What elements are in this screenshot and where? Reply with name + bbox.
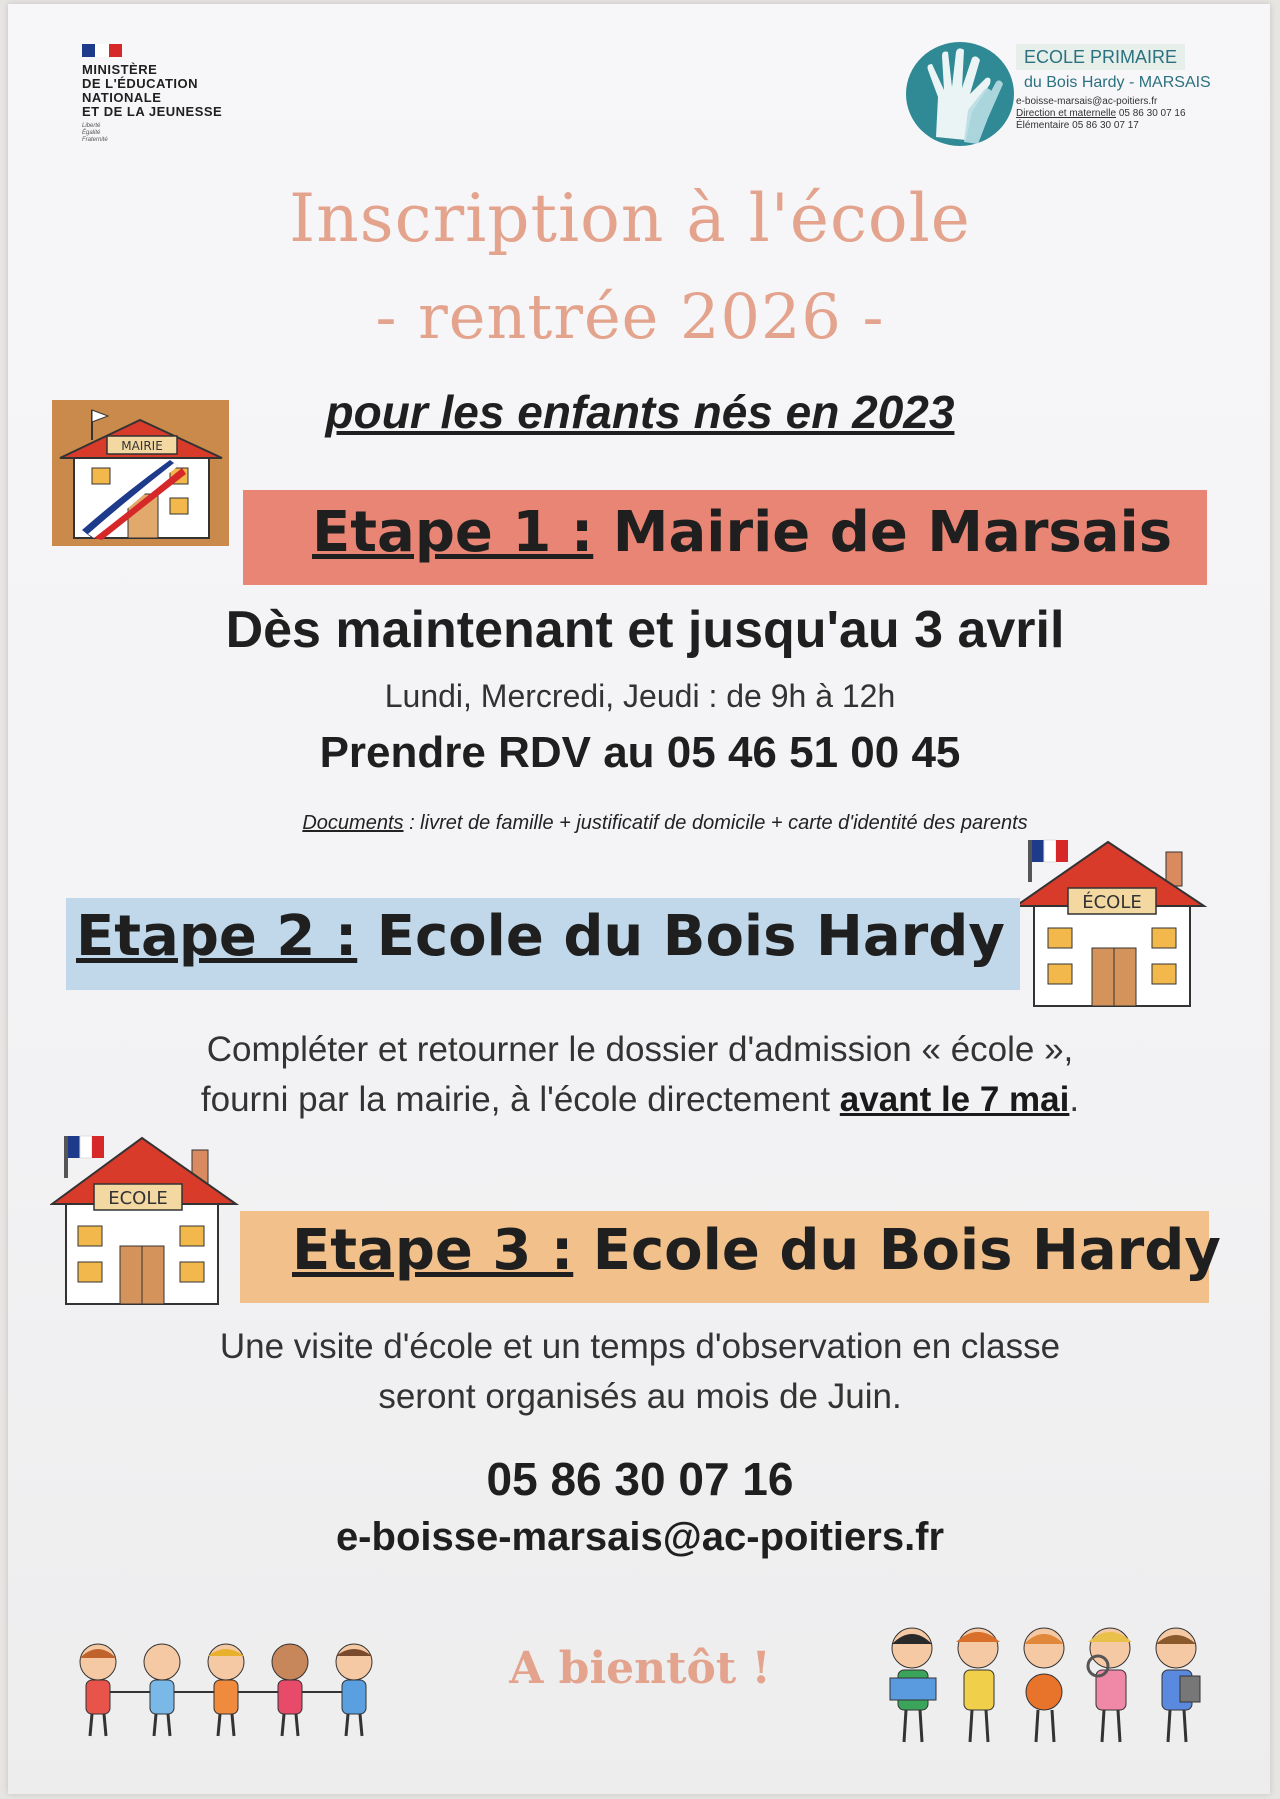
children-with-school-items-icon — [878, 1622, 1208, 1757]
school-house-icon — [50, 1132, 242, 1313]
step1-documents: Documents : livret de famille + justificatif de domicile + carte d'identité des parents — [302, 812, 1028, 834]
ministry-name: MINISTÈRE DE L'ÉDUCATION NATIONALE ET DE LA JEUNESSE — [82, 62, 223, 119]
school-house-icon — [1012, 836, 1210, 1016]
contact-email[interactable]: e-boisse-marsais@ac-poitiers.fr — [335, 1515, 945, 1559]
contact-phone[interactable]: 05 86 30 07 16 — [486, 1453, 794, 1505]
hands-icon — [906, 42, 1014, 146]
school-subtitle: du Bois Hardy - MARSAIS — [1024, 74, 1211, 91]
school-header — [1016, 44, 1246, 132]
step1-hours: Lundi, Mercredi, Jeudi : de 9h à 12h — [384, 678, 896, 714]
page-title-year: - rentrée 2026 - — [375, 280, 885, 353]
step2-instructions: Compléter et retourner le dossier d'admission « école », fourni par la mairie, à l'école directement avant le 7 mai. — [200, 1030, 1080, 1119]
page-title: Inscription à l'école — [289, 180, 971, 257]
step1-heading: Etape 1 : Mairie de Marsais — [312, 500, 1173, 565]
step1-rdv: Prendre RDV au 05 46 51 00 45 — [319, 728, 961, 777]
school-name: ECOLE PRIMAIRE — [1016, 44, 1185, 70]
ministry-block — [82, 44, 282, 144]
svg-text:ÉCOLE: ÉCOLE — [1082, 892, 1142, 913]
mairie-house-icon — [52, 400, 229, 546]
svg-text:ECOLE: ECOLE — [108, 1188, 168, 1209]
school-elementaire-line: Élémentaire 05 86 30 07 17 — [1016, 120, 1139, 131]
ministry-motto: Liberté Égalité Fraternité — [82, 123, 108, 143]
svg-text:MAIRIE: MAIRIE — [121, 439, 163, 453]
step2-heading: Etape 2 : Ecole du Bois Hardy — [76, 904, 1005, 969]
french-flag-icon — [82, 44, 122, 57]
children-holding-hands-icon — [62, 1640, 392, 1745]
school-email-small: e-boisse-marsais@ac-poitiers.fr — [1016, 96, 1158, 107]
step3-instructions: Une visite d'école et un temps d'observation en classe seront organisés au mois de Juin. — [219, 1327, 1061, 1416]
closing-message: A bientôt ! — [509, 1643, 771, 1694]
step1-dates: Dès maintenant et jusqu'au 3 avril — [225, 601, 1065, 659]
step3-heading: Etape 3 : Ecole du Bois Hardy — [292, 1218, 1221, 1283]
page-subtitle: pour les enfants nés en 2023 — [325, 386, 955, 438]
school-direction-line: Direction et maternelle 05 86 30 07 16 — [1016, 108, 1186, 119]
